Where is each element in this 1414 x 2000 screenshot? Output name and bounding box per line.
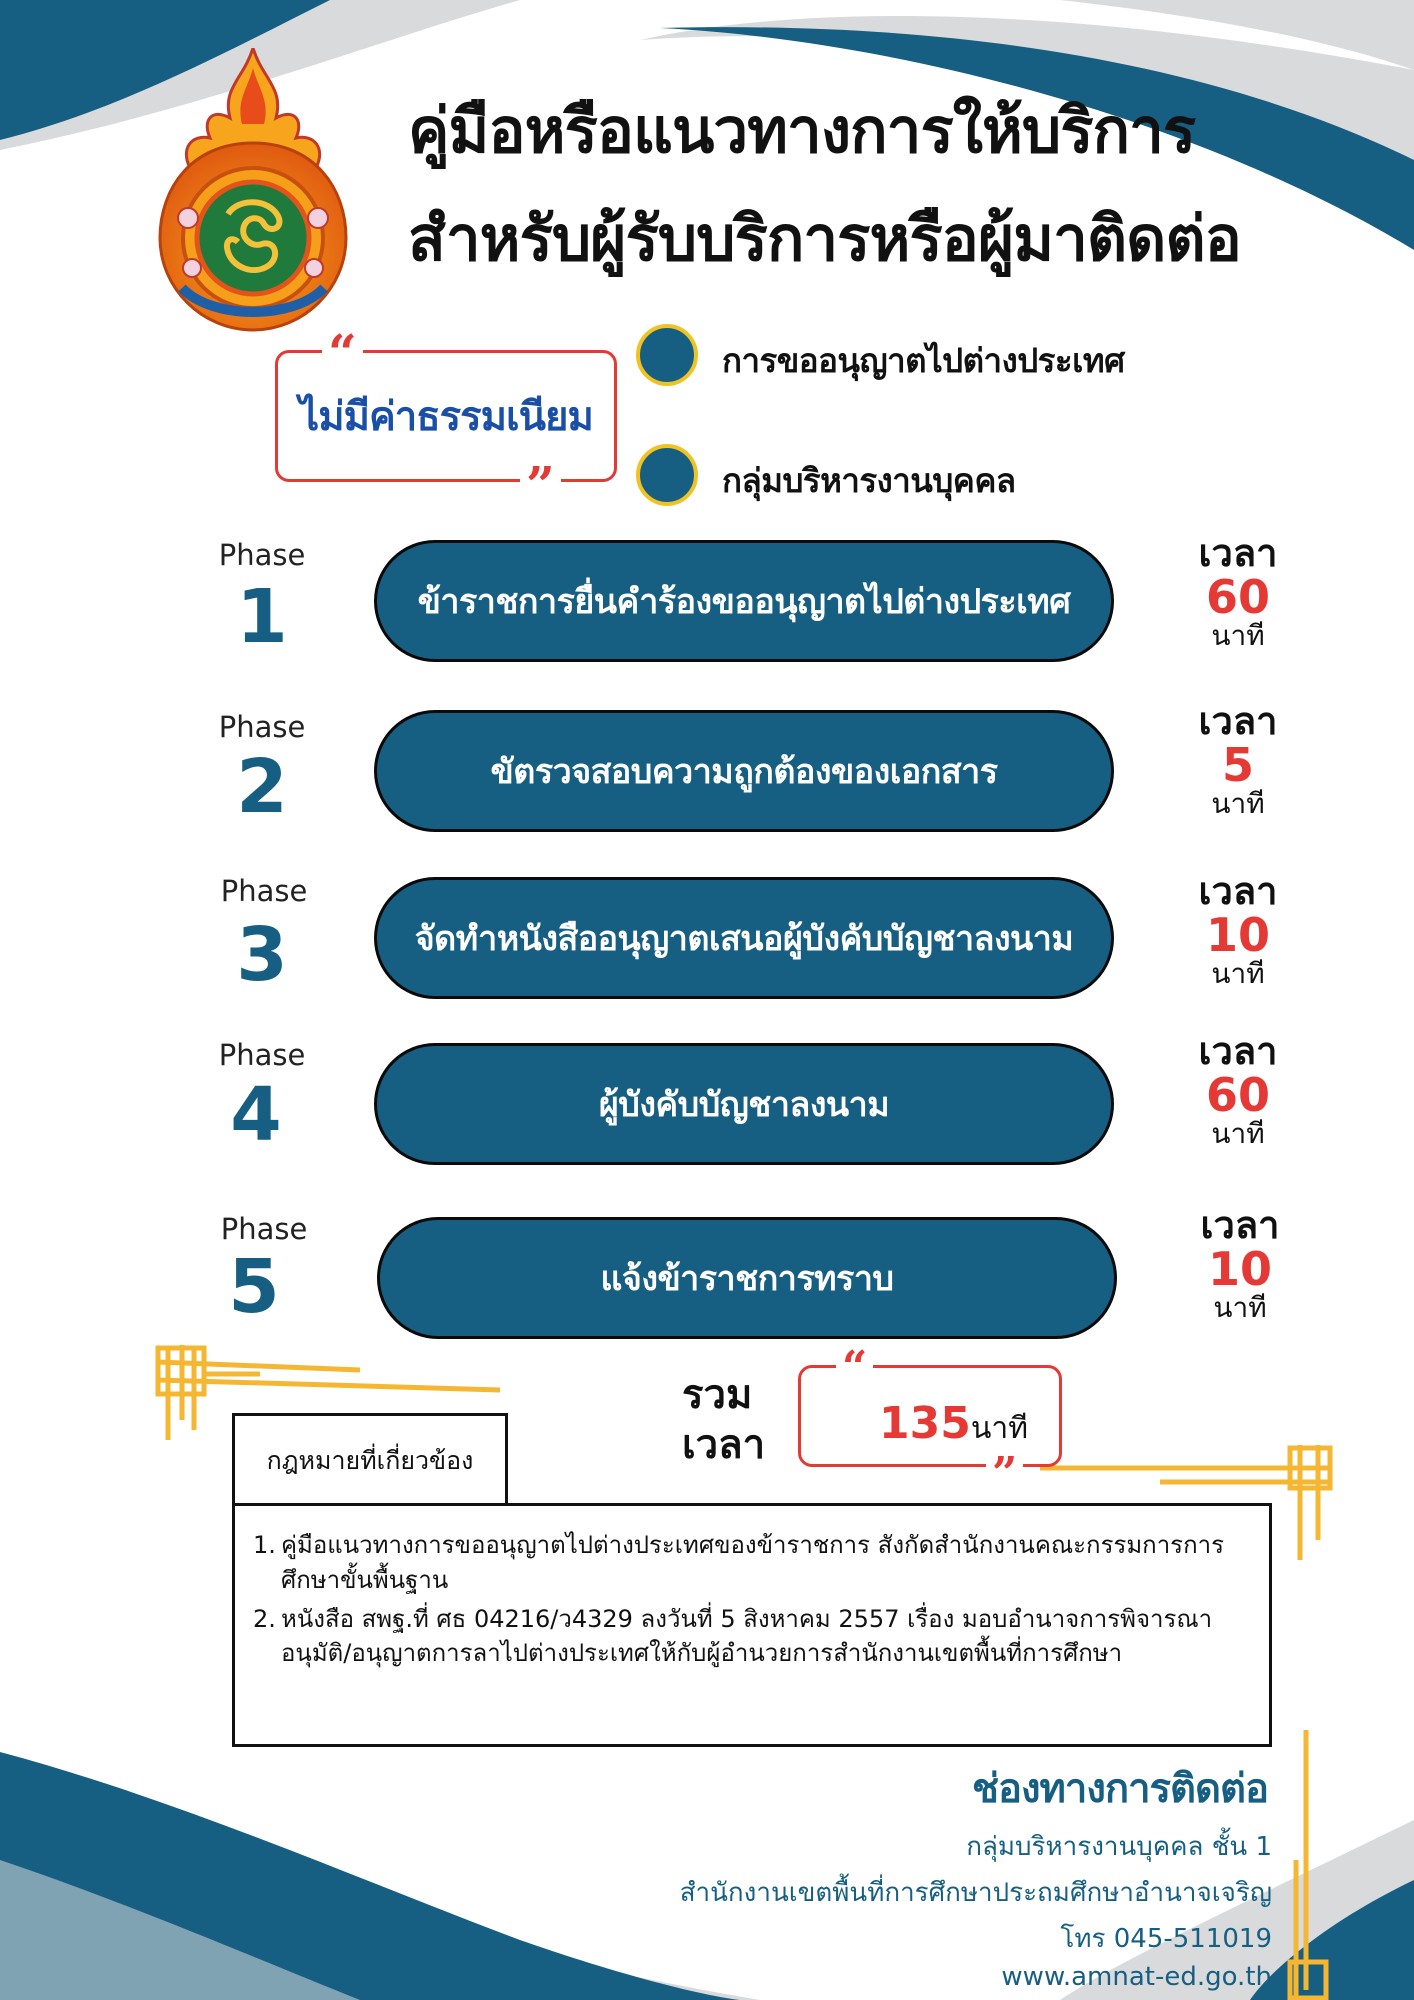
department-name: กลุ่มบริหารงานบุคคล: [722, 461, 1016, 500]
time-label: เวลา: [1198, 531, 1278, 575]
service-bullet-icon: [636, 324, 698, 386]
law-item-text: คู่มือแนวทางการขออนุญาตไปต่างประเทศของข้าราชการ สังกัดสำนักงานคณะกรรมการการศึกษาขั้นพื้นฐาน: [281, 1531, 1224, 1594]
phase-step-text: ผู้บังคับบัญชาลงนาม: [598, 1085, 890, 1125]
phase-time: [1180, 1029, 1296, 1150]
title-line-2: สำหรับผู้รับบริการหรือผู้มาติดต่อ: [408, 202, 1241, 275]
law-item: [253, 1528, 1245, 1598]
total-label-line-2: เวลา: [682, 1422, 766, 1468]
phase-number: 1: [236, 574, 288, 660]
contact-phone: โทร 045-511019: [1060, 1924, 1272, 1954]
phase-step-text: ข้าราชการยื่นคำร้องขออนุญาตไปต่างประเทศ: [417, 582, 1071, 622]
time-label: เวลา: [1198, 869, 1278, 913]
contact-office: สำนักงานเขตพื้นที่การศึกษาประถมศึกษาอำนาจเจริญ: [679, 1878, 1272, 1908]
law-item-text: หนังสือ สพฐ.ที่ ศธ 04216/ว4329 ลงวันที่ 5 สิงหาคม 2557 เรื่อง มอบอำนาจการพิจารณาอนุมัติ/อนุญาตการลาไปต่างประเทศให้กับผู้อำนวยการสำนักงานเขตพื้นที่การศึกษา: [281, 1604, 1213, 1668]
contact-heading: ช่องทางการติดต่อ: [971, 1766, 1268, 1812]
phase-step-box: [374, 877, 1114, 999]
phase-label: Phase: [218, 710, 306, 744]
phase-step-box: [374, 1043, 1114, 1165]
phase-step-text: จัดทำหนังสืออนุญาตเสนอผู้บังคับบัญชาลงนาม: [414, 919, 1074, 959]
phase-step-text: ขัตรวจสอบความถูกต้องของเอกสาร: [490, 752, 998, 792]
phase-time: [1180, 699, 1296, 820]
time-value: 5: [1221, 737, 1254, 792]
time-unit: นาที: [1211, 956, 1265, 990]
fee-text: ไม่มีค่าธรรมเนียม: [299, 394, 593, 440]
title-line-1: คู่มือหรือแนวทางการให้บริการ: [408, 94, 1196, 167]
time-unit: นาที: [1211, 618, 1265, 652]
phase-time: [1180, 531, 1296, 652]
total-value: 135: [879, 1398, 971, 1449]
law-heading: กฎหมายที่เกี่ยวข้อง: [266, 1445, 474, 1475]
phase-number: 2: [236, 744, 288, 830]
total-open-quote-icon: “: [836, 1346, 873, 1390]
time-label: เวลา: [1200, 1203, 1280, 1247]
phase-time: [1182, 1203, 1298, 1324]
phase-step-text: แจ้งข้าราชการทราบ: [600, 1259, 894, 1299]
phase-step-box: [374, 540, 1114, 662]
contact-department: กลุ่มบริหารงานบุคคล ชั้น 1: [966, 1832, 1272, 1862]
time-value: 60: [1205, 1067, 1270, 1122]
phase-time: [1180, 869, 1296, 990]
phase-number: 3: [236, 912, 288, 998]
phase-label: Phase: [220, 1212, 308, 1246]
department-bullet-icon: [636, 444, 698, 506]
phase-step-box: [374, 710, 1114, 832]
time-value: 10: [1207, 1241, 1272, 1296]
phase-label: Phase: [220, 874, 308, 908]
time-label: เวลา: [1198, 1029, 1278, 1073]
law-item: [253, 1602, 1245, 1672]
close-quote-icon: ”: [520, 460, 561, 510]
open-quote-icon: “: [322, 328, 363, 378]
total-label: [682, 1370, 765, 1470]
phase-label: Phase: [218, 1038, 306, 1072]
phase-number: 4: [230, 1072, 282, 1158]
law-box: [232, 1503, 1272, 1747]
time-label: เวลา: [1198, 699, 1278, 743]
total-unit: นาที: [970, 1411, 1028, 1446]
law-item-number: 2.: [253, 1604, 276, 1633]
service-name: การขออนุญาตไปต่างประเทศ: [722, 341, 1125, 380]
phase-step-box: [377, 1217, 1117, 1339]
phase-number: 5: [228, 1244, 280, 1330]
contact-website-link[interactable]: www.amnat-ed.go.th: [1001, 1962, 1272, 1992]
obec-logo: [152, 48, 354, 332]
phase-label: Phase: [218, 538, 306, 572]
time-value: 10: [1205, 907, 1270, 962]
time-unit: นาที: [1213, 1290, 1267, 1324]
time-unit: นาที: [1211, 1116, 1265, 1150]
total-close-quote-icon: ”: [986, 1452, 1023, 1496]
time-unit: นาที: [1211, 786, 1265, 820]
law-item-number: 1.: [253, 1531, 276, 1559]
time-value: 60: [1205, 569, 1270, 624]
law-heading-tab: [232, 1413, 508, 1505]
total-label-line-1: รวม: [682, 1372, 753, 1418]
